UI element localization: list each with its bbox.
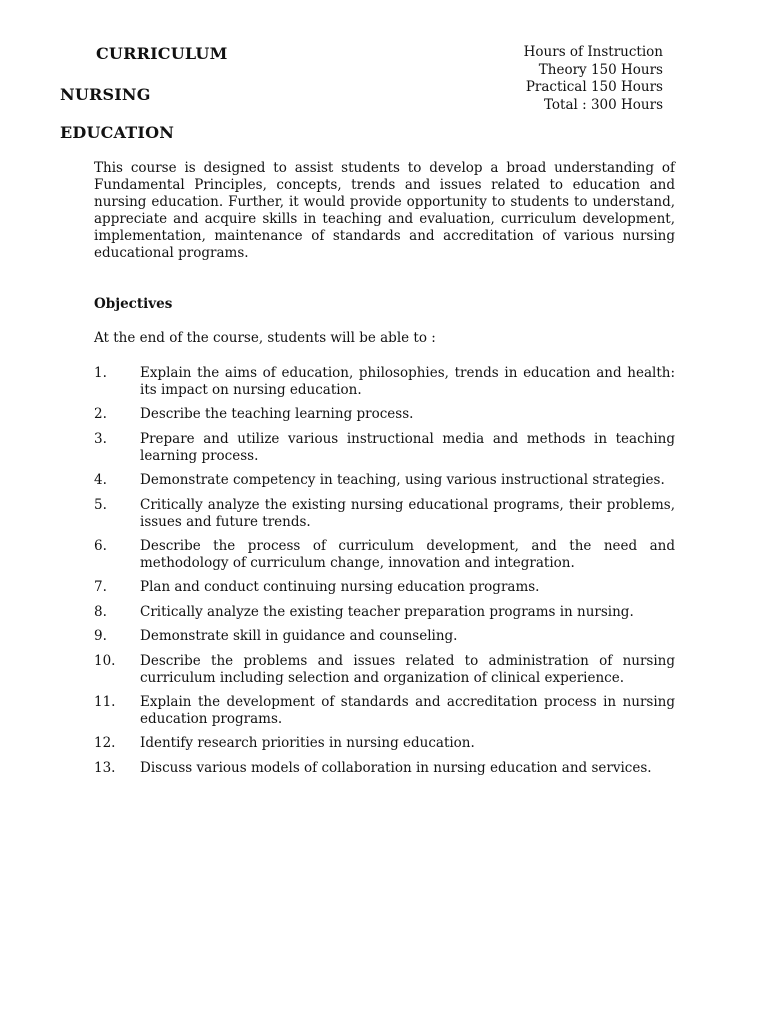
objective-item [94,406,675,423]
objective-text: Demonstrate competency in teaching, using various instructional strategies. [140,472,665,489]
objective-text: Explain the aims of education, philosophies, trends in education and health: its impact on nursing education. [140,365,675,398]
course-description: This course is designed to assist students to develop a broad understanding of Fundamental Principles, concepts, trends and issues related to education and nursing education. Further, it would provide opportunity to students to understand, appreciate and acquire skills in teaching and evaluation, curriculum development, implementation, maintenance of standards and accreditation of various nursing educational programs. [94,160,675,261]
heading-education: EDUCATION [60,123,175,142]
objective-text: Critically analyze the existing nursing educational programs, their problems, issues and future trends. [140,496,675,530]
objectives-lead: At the end of the course, students will be able to : [94,330,436,346]
objective-item [94,365,675,399]
objective-text: Describe the problems and issues related to administration of nursing curriculum including selection and organization of clinical experience. [140,652,675,686]
objective-item [94,735,675,752]
objective-number: 12. [94,735,116,752]
objective-text: Plan and conduct continuing nursing education programs. [140,579,540,596]
objectives-list [94,365,675,784]
objective-number: 1. [94,365,107,381]
heading-nursing: NURSING [60,85,151,104]
objective-item [94,472,675,489]
objective-number: 6. [94,537,107,554]
objective-text: Describe the process of curriculum development, and the need and methodology of curriculum change, innovation and integration. [140,537,675,571]
objective-text: Explain the development of standards and accreditation process in nursing education programs. [140,693,675,727]
objective-number: 9. [94,628,107,645]
objective-item [94,628,675,645]
objective-item [94,538,675,572]
hours-practical: Practical 150 Hours [525,79,663,95]
hours-title: Hours of Instruction [523,44,663,60]
hours-of-instruction-block [524,44,663,114]
objective-item [94,579,675,596]
objective-text: Prepare and utilize various instructional media and methods in teaching learning process. [140,430,675,464]
hours-total: Total : 300 Hours [543,96,663,113]
objective-text: Describe the teaching learning process. [140,406,414,423]
objective-number: 5. [94,496,107,513]
objective-number: 13. [94,759,116,776]
objective-item [94,604,675,621]
objective-text: Critically analyze the existing teacher preparation programs in nursing. [140,603,634,620]
objective-number: 11. [94,693,116,710]
objective-text: Discuss various models of collaboration in nursing education and services. [140,759,652,776]
objective-item [94,431,675,465]
objective-number: 10. [94,652,116,669]
objective-text: Demonstrate skill in guidance and counseling. [140,628,458,645]
objective-text: Identify research priorities in nursing education. [140,735,475,752]
objective-item [94,694,675,728]
hours-theory: Theory 150 Hours [538,61,663,78]
objective-item [94,760,675,777]
objective-number: 3. [94,430,107,447]
objective-item [94,653,675,687]
objective-number: 4. [94,472,107,489]
heading-curriculum: CURRICULUM [96,44,228,63]
objective-number: 7. [94,579,107,596]
objectives-heading: Objectives [94,296,173,312]
objective-item [94,497,675,531]
objective-number: 8. [94,603,107,620]
objective-number: 2. [94,406,107,423]
